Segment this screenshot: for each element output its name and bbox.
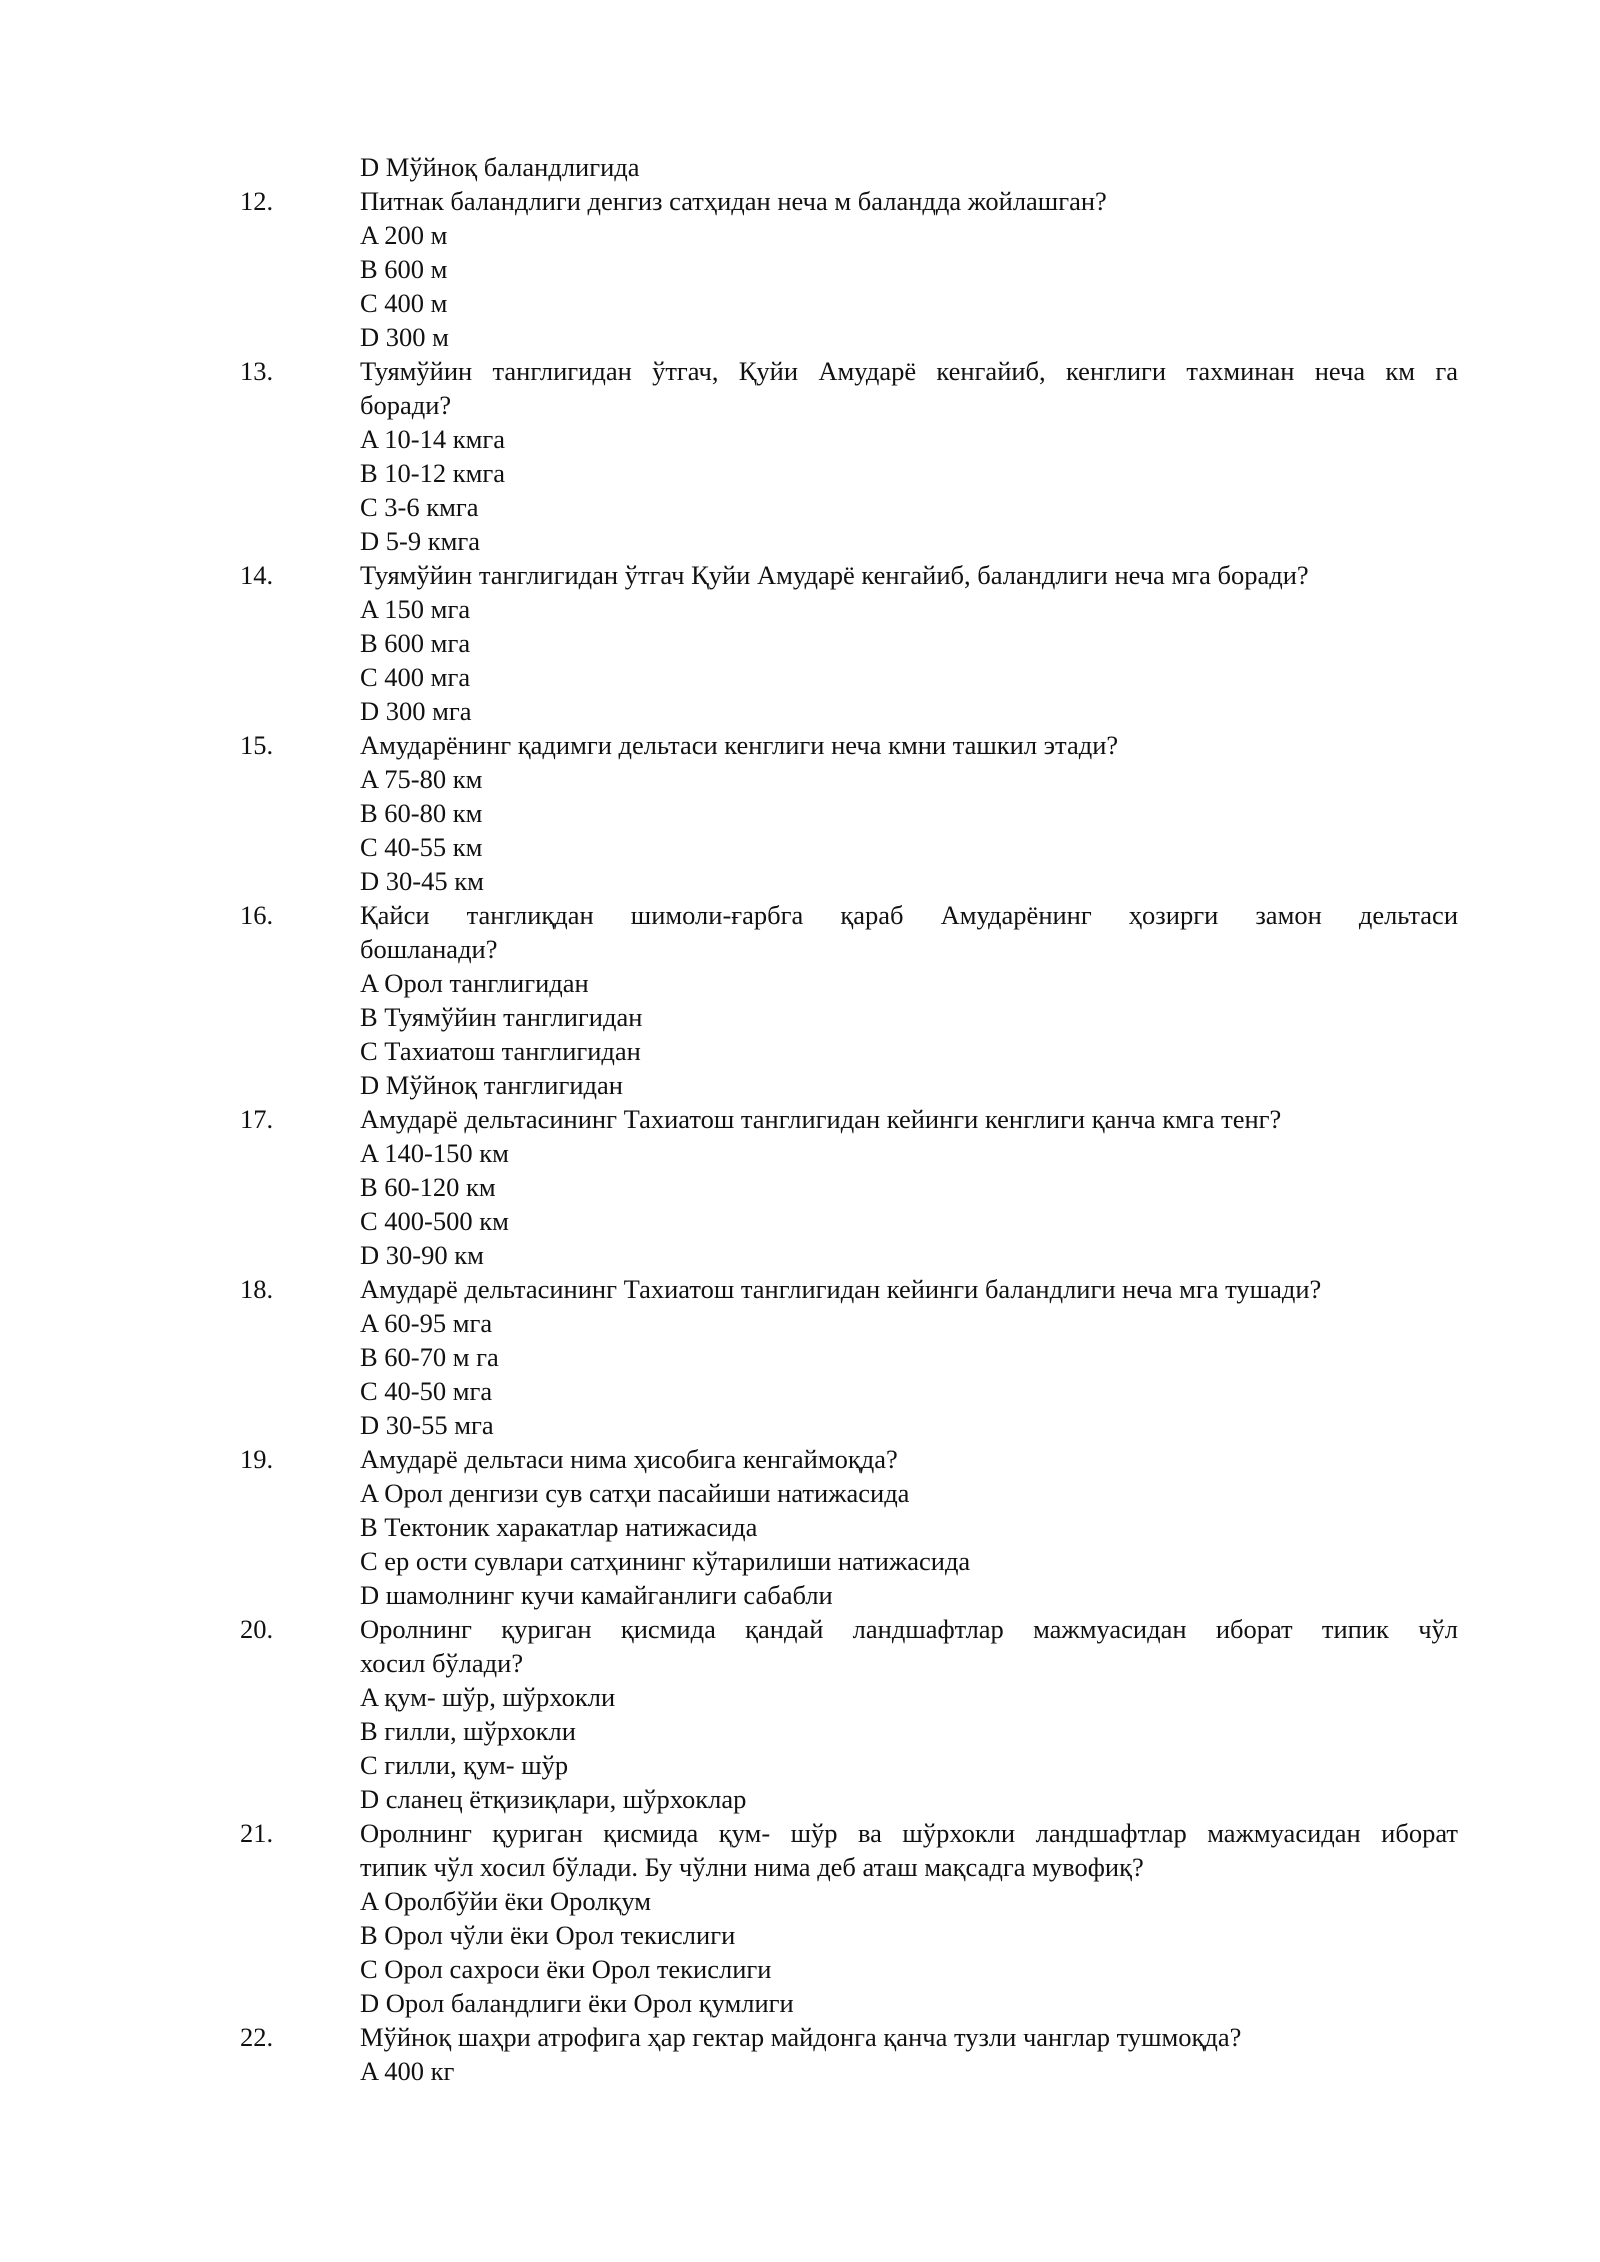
question-text: типик чўл хосил бўлади. Бу чўлни нима деб аташ мақсадга мувофиқ? — [360, 1852, 1144, 1882]
question-item — [0, 1612, 1600, 1816]
answer-option-line — [0, 1170, 1600, 1204]
question-text: Оролнинг қуриган қисмида қум- шўр ва шўрхокли ландшафтлар мажмуасидан иборат — [360, 1818, 1458, 1848]
answer-option: A 150 мга — [360, 594, 471, 624]
question-number: 16. — [240, 900, 274, 930]
answer-option-line — [0, 1408, 1600, 1442]
question-text: бошланади? — [360, 934, 498, 964]
answer-option: D 30-45 км — [360, 866, 484, 896]
answer-option-line — [0, 2054, 1600, 2088]
question-number: 18. — [240, 1274, 274, 1304]
answer-option-line — [0, 1510, 1600, 1544]
question-text: Оролнинг қуриган қисмида қандай ландшафтлар мажмуасидан иборат типик чўл — [360, 1614, 1458, 1644]
answer-option-line — [0, 966, 1600, 1000]
question-number: 21. — [240, 1818, 274, 1848]
question-item — [0, 1102, 1600, 1272]
answer-option: A 200 м — [360, 220, 448, 250]
answer-option-line — [0, 1884, 1600, 1918]
question-item — [0, 898, 1600, 1102]
question-text: Туямўйин танглигидан ўтгач, Қуйи Амударё кенгайиб, кенглиги тахминан неча км га — [360, 356, 1458, 386]
answer-option-line — [0, 218, 1600, 252]
answer-option: B 10-12 кмга — [360, 458, 506, 488]
answer-option-line — [0, 1068, 1600, 1102]
answer-option-line — [0, 1544, 1600, 1578]
question-text: Амударё дельтаси нима ҳисобига кенгаймоқда? — [360, 1444, 898, 1474]
answer-option-line — [0, 1204, 1600, 1238]
question-line — [0, 2020, 1600, 2054]
question-item — [0, 1816, 1600, 2020]
answer-option: D Мўйноқ баландлигида — [360, 152, 640, 182]
answer-option: D Мўйноқ танглигидан — [360, 1070, 623, 1100]
answer-option: B Тектоник харакатлар натижасида — [360, 1512, 758, 1542]
question-line — [0, 558, 1600, 592]
question-number: 15. — [240, 730, 274, 760]
answer-option-line — [0, 1782, 1600, 1816]
answer-option-line — [0, 1952, 1600, 1986]
question-number: 19. — [240, 1444, 274, 1474]
question-text: Қайси танглиқдан шимоли-ғарбга қараб Амударёнинг ҳозирги замон дельтаси — [360, 900, 1458, 930]
answer-option: B 60-120 км — [360, 1172, 496, 1202]
answer-option-line — [0, 524, 1600, 558]
answer-option: A Орол танглигидан — [360, 968, 589, 998]
answer-option: A қум- шўр, шўрхокли — [360, 1682, 616, 1712]
question-line — [0, 1816, 1600, 1850]
question-text: хосил бўлади? — [360, 1648, 524, 1678]
answer-option-line — [0, 1986, 1600, 2020]
question-item — [0, 184, 1600, 354]
question-line — [0, 1850, 1600, 1884]
answer-option-line — [0, 626, 1600, 660]
question-line — [0, 728, 1600, 762]
question-item — [0, 2020, 1600, 2088]
answer-option: C 40-50 мга — [360, 1376, 493, 1406]
answer-option: C Орол сахроси ёки Орол текислиги — [360, 1954, 772, 1984]
answer-option: D 300 мга — [360, 696, 472, 726]
answer-option-line — [0, 490, 1600, 524]
answer-option-line — [0, 320, 1600, 354]
question-item — [0, 1442, 1600, 1612]
question-line — [0, 1442, 1600, 1476]
answer-option-line — [0, 422, 1600, 456]
answer-option: A 75-80 км — [360, 764, 483, 794]
answer-option: A 140-150 км — [360, 1138, 509, 1168]
answer-option: A Оролбўйи ёки Оролқум — [360, 1886, 652, 1916]
answer-option-line — [0, 1340, 1600, 1374]
question-list — [0, 184, 1600, 2088]
question-number: 20. — [240, 1614, 274, 1644]
answer-option: B 600 м — [360, 254, 448, 284]
question-text: Амударё дельтасининг Тахиатош танглигидан кейинги баландлиги неча мга тушади? — [360, 1274, 1322, 1304]
question-number: 22. — [240, 2022, 274, 2052]
answer-option: D 5-9 кмга — [360, 526, 480, 556]
question-line — [0, 1272, 1600, 1306]
question-text: Мўйноқ шаҳри атрофига ҳар гектар майдонга қанча тузли чанглар тушмоқда? — [360, 2022, 1242, 2052]
answer-option-line — [0, 694, 1600, 728]
answer-option-line — [0, 1714, 1600, 1748]
answer-option-line — [0, 1034, 1600, 1068]
answer-option-line — [0, 830, 1600, 864]
answer-option: D шамолнинг кучи камайганлиги сабабли — [360, 1580, 833, 1610]
answer-option: D сланец ётқизиқлари, шўрхоклар — [360, 1784, 747, 1814]
answer-option-line — [0, 286, 1600, 320]
question-number: 14. — [240, 560, 274, 590]
question-number: 17. — [240, 1104, 274, 1134]
answer-option-line — [0, 1918, 1600, 1952]
question-text: Амударё дельтасининг Тахиатош танглигидан кейинги кенглиги қанча кмга тенг? — [360, 1104, 1282, 1134]
answer-option-line — [0, 1578, 1600, 1612]
answer-option: C 40-55 км — [360, 832, 483, 862]
question-text: Амударёнинг қадимги дельтаси кенглиги неча кмни ташкил этади? — [360, 730, 1119, 760]
answer-option: C ер ости сувлари сатҳининг кўтарилиши натижасида — [360, 1546, 971, 1576]
answer-option-line — [0, 1306, 1600, 1340]
answer-option: C Тахиатош танглигидан — [360, 1036, 641, 1066]
lead-option-line — [0, 150, 1600, 184]
question-line — [0, 898, 1600, 932]
question-item — [0, 728, 1600, 898]
answer-option-line — [0, 592, 1600, 626]
answer-option: B 600 мга — [360, 628, 471, 658]
question-number: 13. — [240, 356, 274, 386]
answer-option: C 3-6 кмга — [360, 492, 479, 522]
question-line — [0, 1102, 1600, 1136]
question-text: Туямўйин танглигидан ўтгач Қуйи Амударё кенгайиб, баландлиги неча мга боради? — [360, 560, 1309, 590]
answer-option: C 400 мга — [360, 662, 471, 692]
question-text: боради? — [360, 390, 452, 420]
answer-option: D 300 м — [360, 322, 449, 352]
answer-option-line — [0, 796, 1600, 830]
answer-option-line — [0, 762, 1600, 796]
answer-option-line — [0, 1374, 1600, 1408]
answer-option: B гилли, шўрхокли — [360, 1716, 576, 1746]
answer-option: A 400 кг — [360, 2056, 455, 2086]
answer-option-line — [0, 1136, 1600, 1170]
question-line — [0, 388, 1600, 422]
question-item — [0, 354, 1600, 558]
answer-option: A 60-95 мга — [360, 1308, 493, 1338]
answer-option: D Орол баландлиги ёки Орол қумлиги — [360, 1988, 794, 2018]
question-number: 12. — [240, 186, 274, 216]
answer-option-line — [0, 1238, 1600, 1272]
question-item — [0, 558, 1600, 728]
answer-option-line — [0, 864, 1600, 898]
answer-option: D 30-55 мга — [360, 1410, 494, 1440]
question-item — [0, 1272, 1600, 1442]
question-line — [0, 354, 1600, 388]
answer-option: C 400 м — [360, 288, 448, 318]
answer-option-line — [0, 1680, 1600, 1714]
answer-option: B 60-80 км — [360, 798, 483, 828]
question-text: Питнак баландлиги денгиз сатҳидан неча м баландда жойлашган? — [360, 186, 1107, 216]
answer-option-line — [0, 1748, 1600, 1782]
answer-option: C гилли, қум- шўр — [360, 1750, 569, 1780]
question-line — [0, 184, 1600, 218]
answer-option: A Орол денгизи сув сатҳи пасайиши натижасида — [360, 1478, 910, 1508]
answer-option-line — [0, 252, 1600, 286]
answer-option-line — [0, 1476, 1600, 1510]
answer-option-line — [0, 1000, 1600, 1034]
answer-option: B Туямўйин танглигидан — [360, 1002, 643, 1032]
question-line — [0, 1646, 1600, 1680]
answer-option-line — [0, 660, 1600, 694]
answer-option: A 10-14 кмга — [360, 424, 506, 454]
answer-option-line — [0, 456, 1600, 490]
answer-option: C 400-500 км — [360, 1206, 509, 1236]
answer-option: B Орол чўли ёки Орол текислиги — [360, 1920, 736, 1950]
question-line — [0, 1612, 1600, 1646]
question-line — [0, 932, 1600, 966]
answer-option: D 30-90 км — [360, 1240, 484, 1270]
answer-option: B 60-70 м га — [360, 1342, 499, 1372]
